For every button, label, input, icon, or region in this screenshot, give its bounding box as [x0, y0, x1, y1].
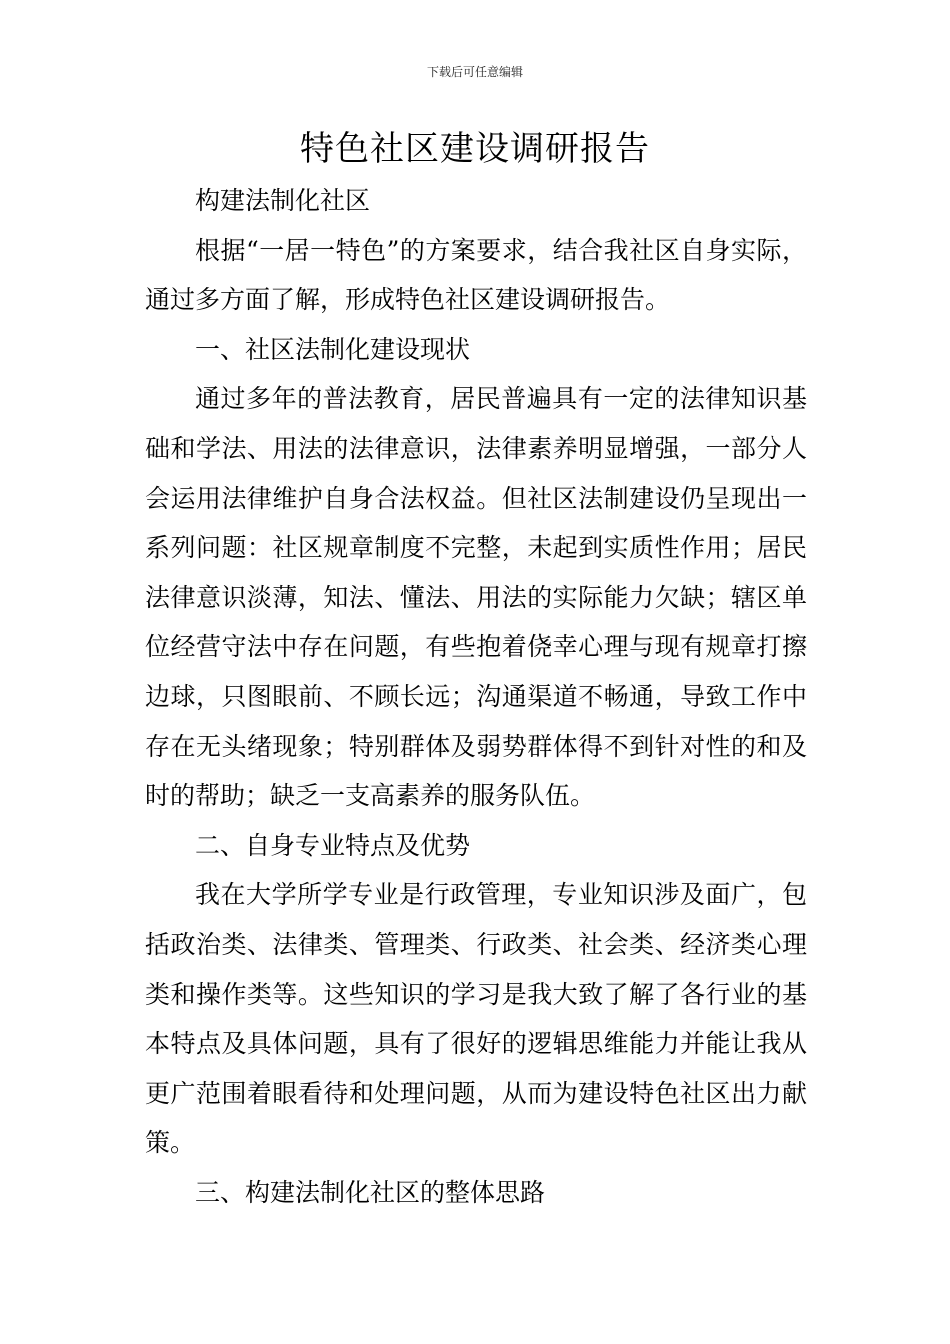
- section-heading-2: 二、自身专业特点及优势: [195, 830, 471, 860]
- intro-paragraph: 根据“一居一特色”的方案要求，结合我社区自身实际，通过多方面了解，形成特色社区建设调研报告。: [145, 235, 807, 315]
- document-body: [145, 176, 807, 1217]
- section-1-paragraph: 通过多年的普法教育，居民普遍具有一定的法律知识基础和学法、用法的法律意识，法律素养明显增强，一部分人会运用法律维护自身合法权益。但社区法制建设仍呈现出一系列问题：社区规章制度不完整，未起到实质性作用；居民法律意识淡薄，知法、懂法、用法的实际能力欠缺；辖区单位经营守法中存在问题，有些抱着侥幸心理与现有规章打擦边球，只图眼前、不顾长远；沟通渠道不畅通，导致工作中存在无头绪现象；特别群体及弱势群体得不到针对性的和及时的帮助；缺乏一支高素养的服务队伍。: [145, 384, 807, 811]
- document-title: 特色社区建设调研报告: [300, 129, 650, 169]
- section-heading-1: 一、社区法制化建设现状: [195, 334, 471, 364]
- section-heading-3: 三、构建法制化社区的整体思路: [195, 1177, 546, 1207]
- subtitle-paragraph: 构建法制化社区: [195, 186, 371, 215]
- page-header-note: 下载后可任意编辑: [426, 65, 523, 79]
- section-2-paragraph: 我在大学所学专业是行政管理，专业知识涉及面广，包括政治类、法律类、管理类、行政类、社会类、经济类心理类和操作类等。这些知识的学习是我大致了解了各行业的基本特点及具体问题，具有了很好的逻辑思维能力并能让我从更广范围着眼看待和处理问题，从而为建设特色社区出力献策。: [145, 880, 807, 1158]
